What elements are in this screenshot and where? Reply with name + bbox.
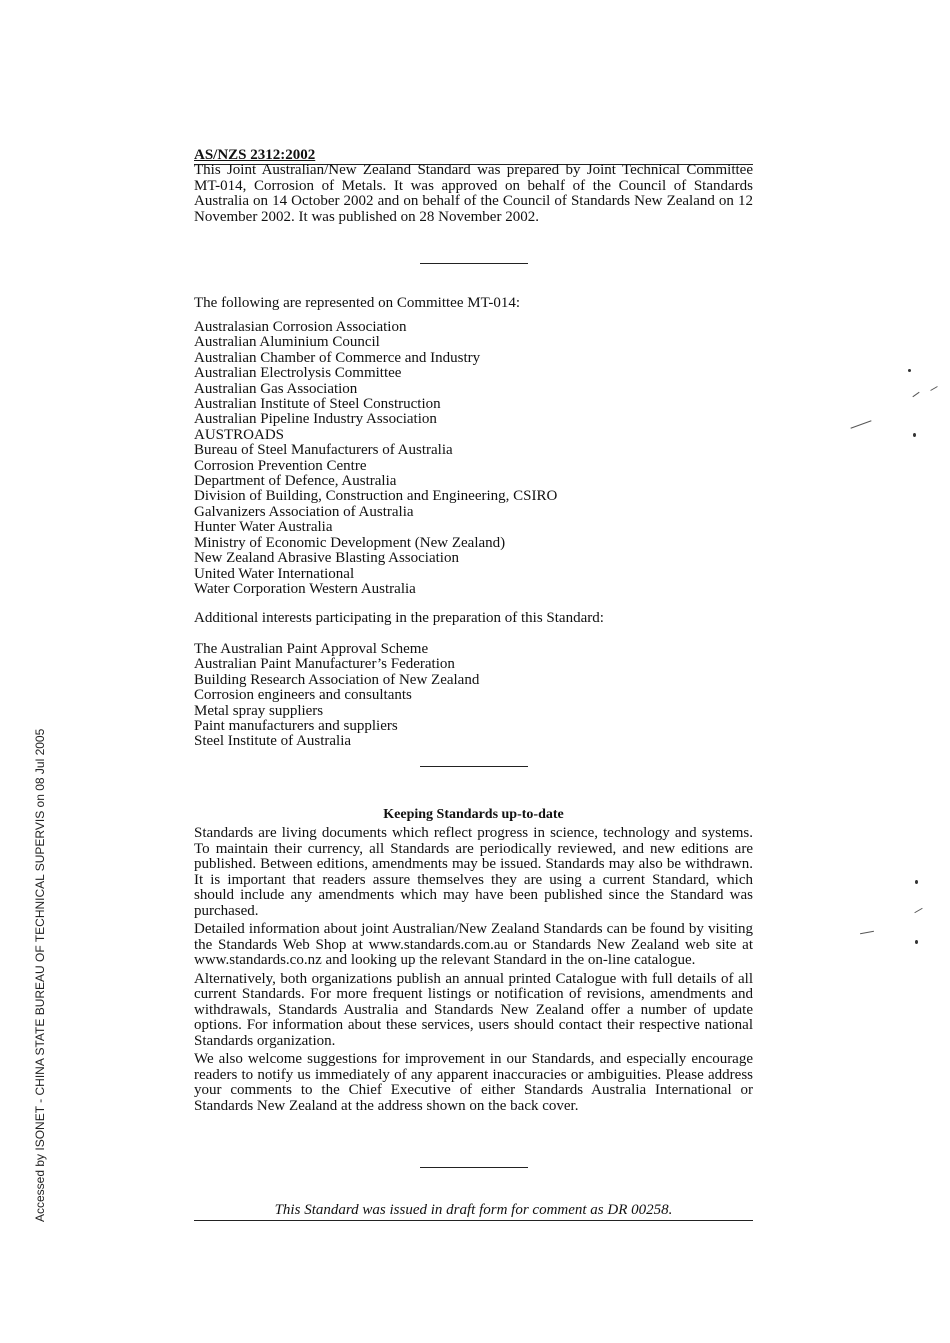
list-item: Paint manufacturers and suppliers (194, 718, 398, 735)
list-item: Galvanizers Association of Australia (194, 503, 414, 520)
list-item: Australian Paint Manufacturer’s Federation (194, 656, 455, 673)
keeping-standards-title: Keeping Standards up-to-date (383, 807, 564, 822)
list-item: AUSTROADS (194, 426, 285, 443)
list-item: Steel Institute of Australia (194, 733, 352, 750)
access-watermark: Accessed by ISONET - CHINA STATE BUREAU OF TECHNICAL SUPERVIS on 08 Jul 2005 (33, 728, 47, 1222)
list-item: Hunter Water Australia (194, 519, 333, 536)
list-item: New Zealand Abrasive Blasting Association (194, 550, 459, 567)
committee-member-list (194, 320, 557, 597)
scan-speck (908, 369, 911, 372)
list-item: Department of Defence, Australia (194, 473, 397, 490)
list-item: United Water International (194, 565, 355, 582)
list-item: Australian Gas Association (194, 380, 358, 397)
list-item: Metal spray suppliers (194, 702, 324, 719)
scan-mark (914, 908, 922, 913)
keeping-standards-body (194, 826, 753, 1117)
body-paragraph: We also welcome suggestions for improvement in our Standards, and especially encourage readers to notify us immediately of any apparent inaccuracies or ambiguities. Please address your comments to the Chief Executive of either Standards Australia International or Standards New Zealand at the address shown on the back cover. (194, 1051, 753, 1114)
additional-interests-heading: Additional interests participating in the preparation of this Standard: (194, 610, 604, 626)
section-divider (420, 263, 528, 264)
additional-interests-list (194, 642, 479, 750)
list-item: Corrosion engineers and consultants (194, 687, 412, 704)
list-item: Corrosion Prevention Centre (194, 457, 367, 474)
section-divider (420, 766, 528, 767)
body-paragraph: Standards are living documents which reflect progress in science, technology and systems. To maintain their currency, all Standards are periodically reviewed, and new editions are published. Between editions, amendments may be issued. Standards may also be withdrawn. It is important that readers assure themselves they are using a current Standard, which should include any amendments which may have been published since the Standard was purchased. (194, 825, 753, 919)
scan-mark (850, 420, 871, 428)
list-item: Australasian Corrosion Association (194, 319, 407, 335)
scan-mark (930, 386, 937, 391)
list-item: Australian Pipeline Industry Association (194, 411, 437, 428)
scan-mark (860, 931, 874, 934)
draft-note: This Standard was issued in draft form for comment as DR 00258. (274, 1202, 673, 1218)
intro-paragraph: This Joint Australian/New Zealand Standard was prepared by Joint Technical Committee MT-014, Corrosion of Metals. It was approved on behalf of the Council of Standards Australia on 14 October 2002 and on behalf of the Council of Standards New Zealand on 12 November 2002. It was published on 28 November 2002. (194, 162, 753, 225)
scan-speck (915, 880, 918, 884)
committee-heading: The following are represented on Committee MT-014: (194, 295, 521, 311)
document-id: AS/NZS 2312:2002 (194, 147, 316, 163)
body-paragraph: Alternatively, both organizations publish an annual printed Catalogue with full details of all current Standards. For more frequent listings or notification of revisions, amendments and withdrawals, Standards Australia and Standards New Zealand offer a number of update options. For information about these services, users should contact their respective national Standards organization. (194, 970, 753, 1049)
list-item: Australian Institute of Steel Construction (194, 396, 441, 413)
list-item: Water Corporation Western Australia (194, 580, 416, 597)
list-item: Australian Electrolysis Committee (194, 365, 402, 382)
scan-speck (913, 433, 916, 437)
scan-speck (915, 940, 918, 944)
list-item: Bureau of Steel Manufacturers of Australia (194, 442, 453, 459)
scan-mark (912, 392, 919, 397)
body-paragraph: Detailed information about joint Australian/New Zealand Standards can be found by visiting the Standards Web Shop at www.standards.com.au or Standards New Zealand web site at www.standards.co.nz and looking up the relevant Standard in the on-line catalogue. (194, 921, 753, 968)
list-item: Building Research Association of New Zealand (194, 671, 480, 688)
section-divider (420, 1167, 528, 1168)
list-item: Australian Chamber of Commerce and Industry (194, 349, 481, 366)
footer-rule (194, 1220, 753, 1221)
list-item: Australian Aluminium Council (194, 334, 380, 351)
list-item: Ministry of Economic Development (New Zealand) (194, 534, 506, 551)
list-item: The Australian Paint Approval Scheme (194, 641, 429, 657)
list-item: Division of Building, Construction and Engineering, CSIRO (194, 488, 558, 505)
